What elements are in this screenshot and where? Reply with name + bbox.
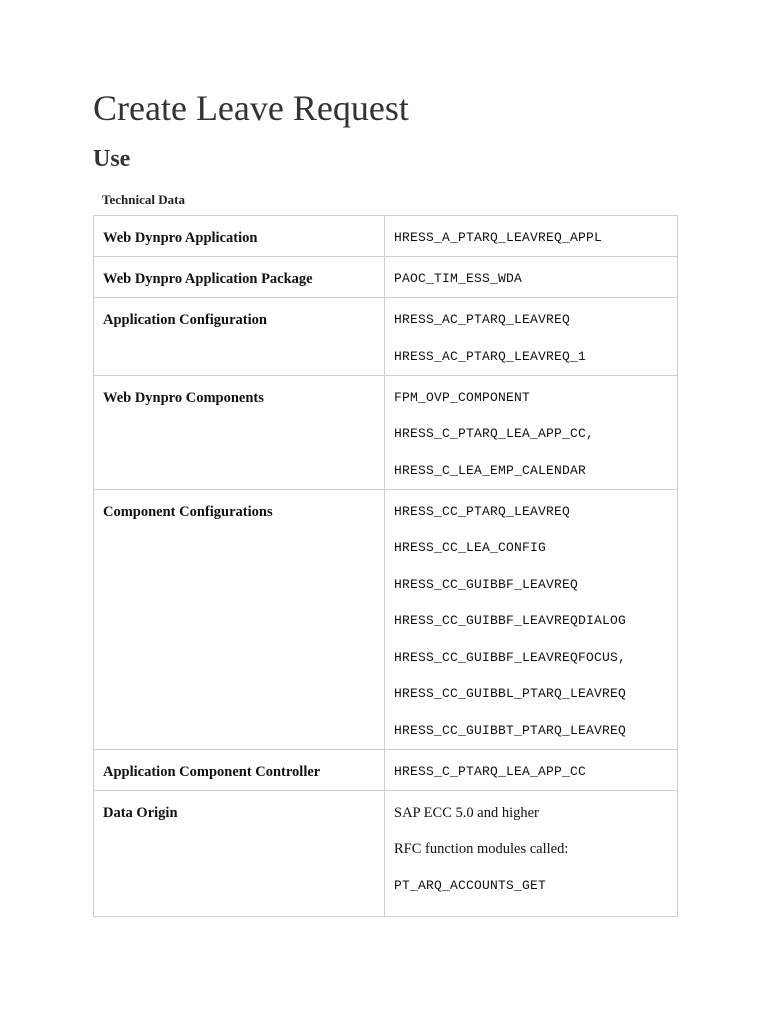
row-value-cell — [385, 749, 678, 790]
row-value: SAP ECC 5.0 and higher — [394, 804, 539, 821]
row-value-cell — [385, 790, 678, 916]
row-label-cell — [94, 749, 385, 790]
row-label-cell — [94, 790, 385, 916]
row-value: HRESS_CC_GUIBBF_LEAVREQ — [394, 576, 579, 592]
row-value: HRESS_CC_GUIBBL_PTARQ_LEAVREQ — [394, 686, 627, 701]
row-value: RFC function modules called: — [394, 841, 569, 857]
row-label: Application Configuration — [103, 312, 267, 328]
table-row — [94, 790, 678, 916]
row-label: Web Dynpro Application Package — [103, 271, 313, 287]
section-heading: Use — [93, 146, 131, 172]
row-value: PAOC_TIM_ESS_WDA — [394, 271, 523, 286]
table-row — [94, 216, 678, 257]
row-value: HRESS_CC_LEA_CONFIG — [394, 540, 547, 555]
row-value-cell — [385, 298, 678, 376]
row-value-cell — [385, 257, 678, 298]
row-label-cell — [94, 489, 385, 749]
row-label-cell — [94, 375, 385, 489]
row-value: HRESS_CC_PTARQ_LEAVREQ — [394, 503, 571, 519]
row-value: HRESS_C_PTARQ_LEA_APP_CC — [394, 763, 587, 779]
row-label-cell — [94, 298, 385, 376]
table-row — [94, 489, 678, 749]
row-value: HRESS_C_LEA_EMP_CALENDAR — [394, 462, 587, 478]
row-value: FPM_OVP_COMPONENT — [394, 389, 531, 405]
row-value: HRESS_C_PTARQ_LEA_APP_CC, — [394, 426, 595, 441]
row-value: HRESS_AC_PTARQ_LEAVREQ_1 — [394, 348, 587, 364]
row-value: HRESS_CC_GUIBBT_PTARQ_LEAVREQ — [394, 722, 627, 738]
row-value: HRESS_CC_GUIBBF_LEAVREQFOCUS, — [394, 649, 627, 665]
row-value-cell — [385, 489, 678, 749]
row-label: Web Dynpro Application — [103, 230, 258, 246]
row-value: PT_ARQ_ACCOUNTS_GET — [394, 877, 547, 893]
row-label: Component Configurations — [103, 503, 273, 520]
page-title: Create Leave Request — [93, 88, 409, 128]
technical-data-table — [93, 215, 678, 917]
row-value: HRESS_AC_PTARQ_LEAVREQ — [394, 312, 571, 327]
table-caption: Technical Data — [102, 192, 185, 207]
table-row — [94, 298, 678, 376]
row-label: Application Component Controller — [103, 763, 321, 780]
table-row — [94, 375, 678, 489]
table-row — [94, 749, 678, 790]
row-value: HRESS_A_PTARQ_LEAVREQ_APPL — [394, 230, 603, 245]
row-value-cell — [385, 375, 678, 489]
row-label: Web Dynpro Components — [103, 389, 264, 406]
table-row — [94, 257, 678, 298]
row-label-cell — [94, 257, 385, 298]
row-value-cell — [385, 216, 678, 257]
row-label: Data Origin — [103, 804, 178, 821]
row-value: HRESS_CC_GUIBBF_LEAVREQDIALOG — [394, 613, 627, 628]
row-label-cell — [94, 216, 385, 257]
